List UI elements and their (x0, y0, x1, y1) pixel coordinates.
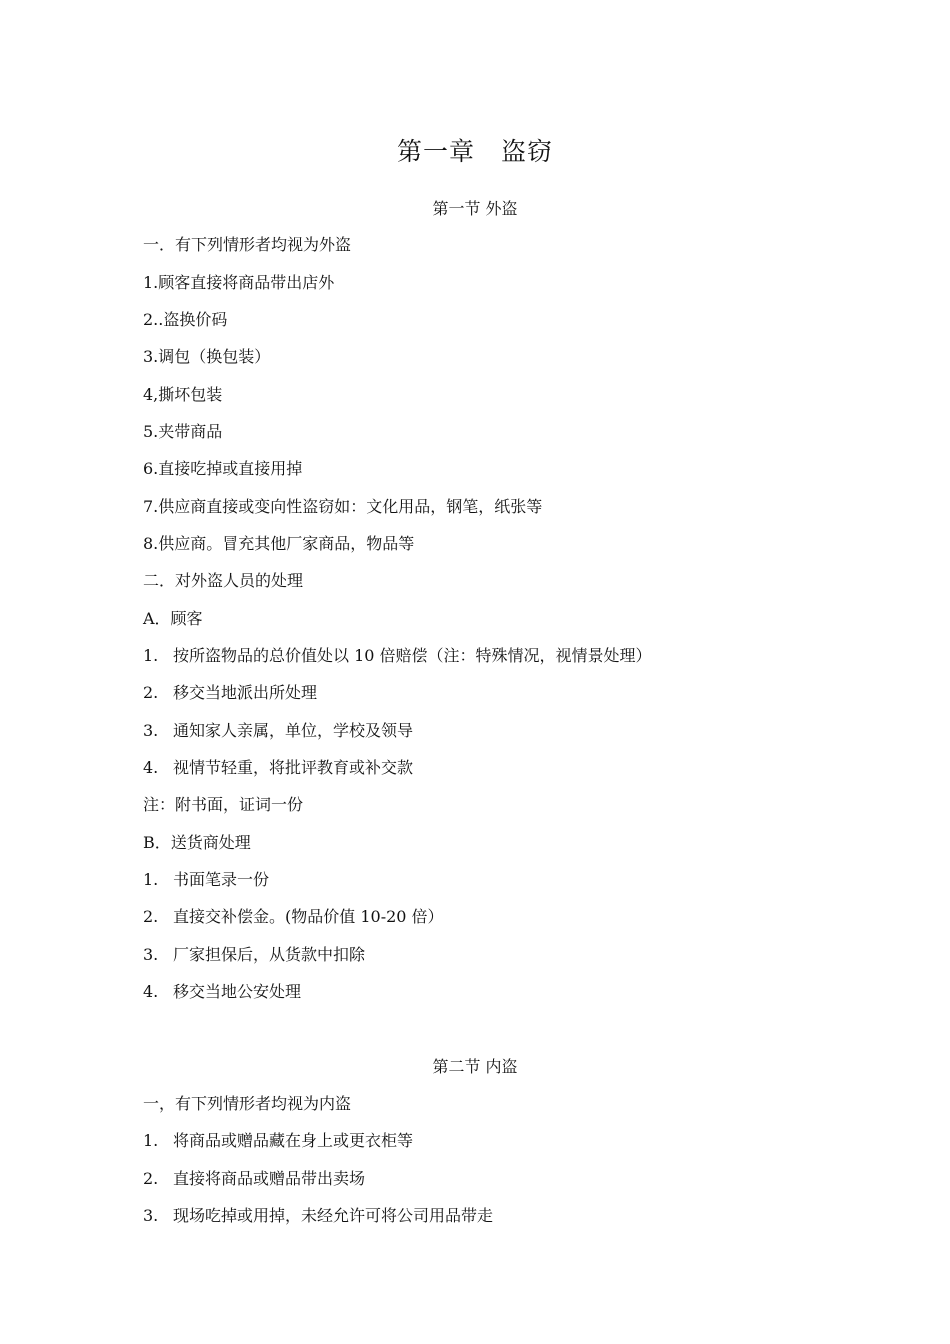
customer-handling-item (143, 720, 413, 742)
supplier-handling-item (143, 944, 365, 966)
external-case-item: 4,撕坏包装 (143, 385, 223, 404)
customer-handling-item (143, 757, 413, 779)
supplier-handling-item (143, 981, 301, 1003)
item-text: 按所盗物品的总价值处以 10 倍赔偿（注：特殊情况，视情景处理） (173, 646, 652, 665)
item-text: 书面笔录一份 (173, 870, 270, 889)
item-number: 3. (143, 945, 159, 964)
heading-external-theft-handling: 二．对外盗人员的处理 (143, 571, 304, 590)
subheading-customer: A．顾客 (143, 609, 203, 628)
item-number: 3. (143, 721, 159, 740)
item-number: 1. (143, 646, 159, 665)
external-case-item: 3.调包（换包装） (143, 347, 271, 366)
section-title-external-theft: 第一节 外盗 (432, 199, 518, 218)
internal-case-item (143, 1168, 365, 1190)
item-number: 1. (143, 870, 159, 889)
item-text: 通知家人亲属，单位，学校及领导 (173, 721, 414, 740)
external-case-item: 7.供应商直接或变向性盗窃如：文化用品，钢笔，纸张等 (143, 497, 543, 516)
customer-handling-item (143, 682, 317, 704)
chapter-title: 第一章 盗窃 (396, 137, 553, 166)
section-title-internal-theft: 第二节 内盗 (432, 1057, 518, 1076)
item-text: 将商品或赠品藏在身上或更衣柜等 (173, 1131, 414, 1150)
item-text: 视情节轻重，将批评教育或补交款 (173, 758, 414, 777)
item-text: 直接交补偿金。(物品价值 10-20 倍） (173, 907, 444, 926)
supplier-handling-item (143, 906, 444, 928)
external-case-item: 6.直接吃掉或直接用掉 (143, 459, 303, 478)
subheading-supplier: B．送货商处理 (143, 833, 251, 852)
heading-internal-theft-cases: 一，有下列情形者均视为内盗 (143, 1094, 352, 1113)
item-text: 现场吃掉或用掉，未经允许可将公司用品带走 (173, 1206, 494, 1225)
item-number: 4. (143, 982, 159, 1001)
item-text: 厂家担保后，从货款中扣除 (173, 945, 366, 964)
item-text: 直接将商品或赠品带出卖场 (173, 1169, 366, 1188)
internal-case-item (143, 1130, 413, 1152)
external-case-item: 1.顾客直接将商品带出店外 (143, 273, 335, 292)
external-case-item: 5.夹带商品 (143, 422, 223, 441)
supplier-handling-item (143, 869, 269, 891)
item-number: 2. (143, 1169, 159, 1188)
external-case-item: 2..盗换价码 (143, 310, 228, 329)
item-number: 2. (143, 907, 159, 926)
item-number: 1. (143, 1131, 159, 1150)
item-text: 移交当地派出所处理 (173, 683, 318, 702)
item-number: 3. (143, 1206, 159, 1225)
customer-note: 注：附书面，证词一份 (143, 795, 304, 814)
heading-external-theft-cases: 一．有下列情形者均视为外盗 (143, 235, 352, 254)
external-case-item: 8.供应商。冒充其他厂家商品，物品等 (143, 534, 415, 553)
item-number: 4. (143, 758, 159, 777)
item-text: 移交当地公安处理 (173, 982, 302, 1001)
item-number: 2. (143, 683, 159, 702)
internal-case-item (143, 1205, 493, 1227)
customer-handling-item (143, 645, 652, 667)
